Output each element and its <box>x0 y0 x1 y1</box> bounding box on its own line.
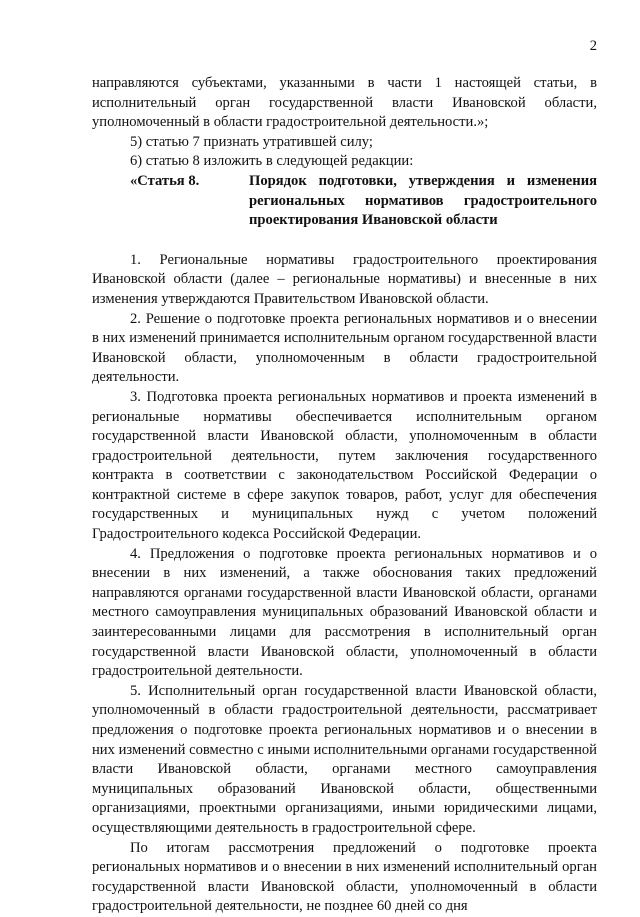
paragraph-3: 3. Подготовка проекта региональных нормативов и проекта изменений в региональные нормативы обеспечивается исполнительным органом государственной власти Ивановской области, уполномоченным в области градостроительной деятельности, путем заключения государственного контракта в соответствии с законодательством Российской Федерации о контрактной системе в сфере закупок товаров, работ, услуг для обеспечения государственных и муниципальных нужд с учетом положений Градостроительного кодекса Российской Федерации. <box>92 388 597 543</box>
article-number: «Статья 8. <box>130 172 200 189</box>
article-title: Порядок подготовки, утверждения и изменения региональных нормативов градостроительного проектирования Ивановской области <box>249 172 597 229</box>
paragraph-item-5: 5) статью 7 признать утратившей силу; <box>130 133 373 150</box>
paragraph-5: 5. Исполнительный орган государственной власти Ивановской области, уполномоченный в области градостроительной деятельности, рассматривает предложения о подготовке проекта региональных нормативов и о внесении в них изменений совместно с иными исполнительными органами государственной власти Ивановской области, органами местного самоуправления муниципальных образований Ивановской области, общественными организациями, проектными организациями, иными юридическими лицами, осуществляющими деятельность в градостроительной сфере. <box>92 682 597 836</box>
article-heading <box>92 172 597 231</box>
paragraph-4: 4. Предложения о подготовке проекта региональных нормативов и о внесении в них изменений, а также обоснования таких предложений направляются органами государственной власти Ивановской области, органами местного самоуправления муниципальных образований Ивановской области и заинтересованными лицами для рассмотрения в исполнительный орган государственной власти Ивановской области, уполномоченный в области градостроительной деятельности. <box>92 545 597 680</box>
spacer <box>92 231 597 251</box>
page-number: 2 <box>589 38 597 54</box>
paragraph-1: 1. Региональные нормативы градостроительного проектирования Ивановской области (далее – региональные нормативы) и внесенные в них изменения утверждаются Правительством Ивановской области. <box>92 251 597 307</box>
document-body <box>92 74 597 917</box>
paragraph-item-6: 6) статью 8 изложить в следующей редакции: <box>130 153 414 170</box>
paragraph-6: По итогам рассмотрения предложений о подготовке проекта региональных нормативов и о внесении в них изменений исполнительный орган государственной власти Ивановской области, уполномоченный в области градостроительной деятельности, не позднее 60 дней со дня <box>92 839 597 915</box>
paragraph-continued: направляются субъектами, указанными в части 1 настоящей статьи, в исполнительный орган государственной власти Ивановской области, уполномоченный в области градостроительной деятельности.»; <box>92 75 597 131</box>
paragraph-2: 2. Решение о подготовке проекта региональных нормативов и о внесении в них изменений принимается исполнительным органом государственной власти Ивановской области, уполномоченным в области градостроительной деятельности. <box>92 310 597 386</box>
